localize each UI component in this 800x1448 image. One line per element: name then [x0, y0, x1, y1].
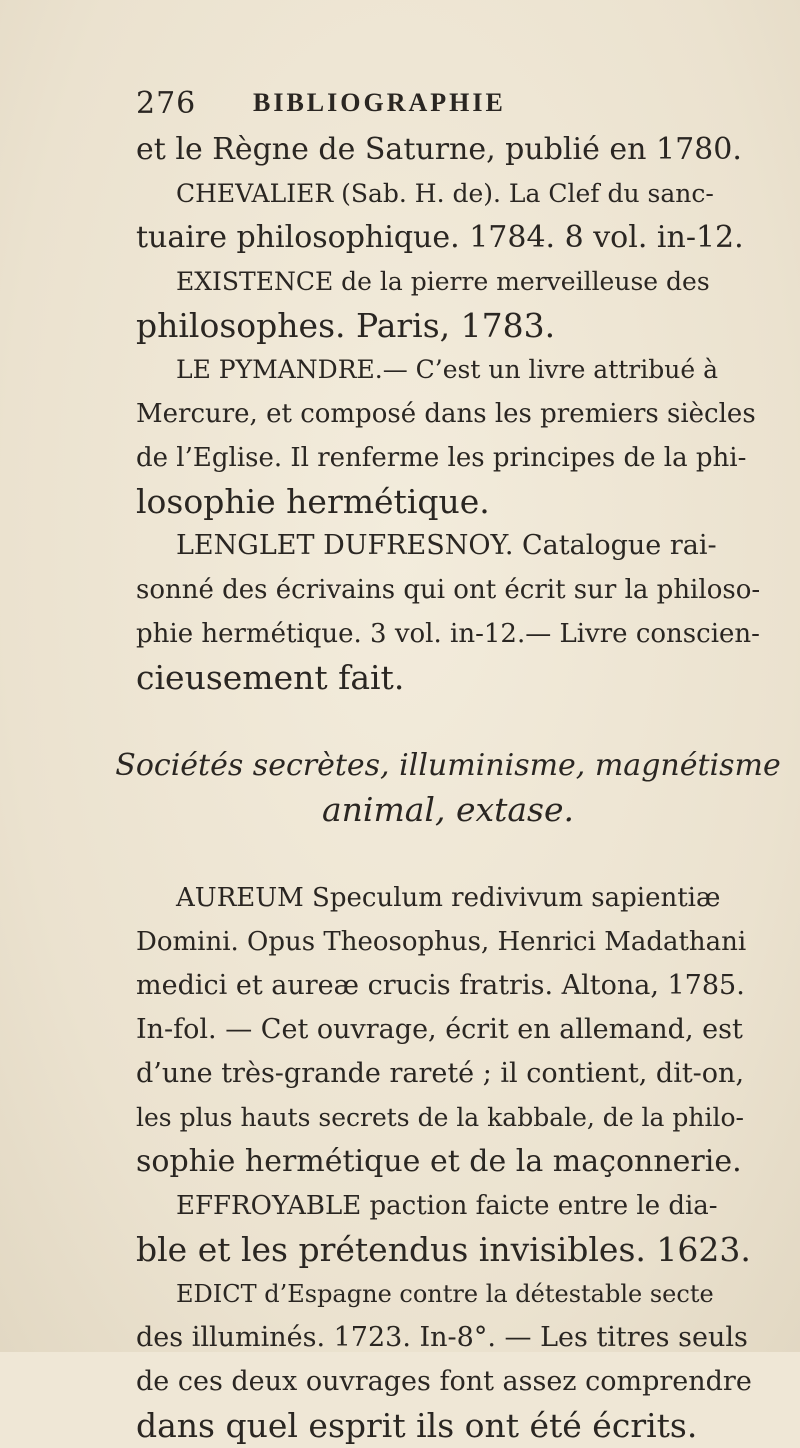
section-gap — [136, 700, 760, 744]
entry-edict: EDICT d’Espagne contre la détestable secte — [176, 1280, 714, 1308]
entry-effroyable: EFFROYABLE paction faicte entre le dia- — [176, 1191, 718, 1221]
entry-pymandre: LE PYMANDRE.— C’est un livre attribué à — [176, 355, 719, 384]
running-head: BIBLIOGRAPHIE — [253, 88, 506, 117]
text-line: sophie hermétique et de la maçonnerie. — [136, 1144, 742, 1179]
section-heading-cont: animal, extase. — [321, 790, 574, 829]
entry-aureum: AUREUM Speculum redivivum sapientiæ — [176, 883, 721, 913]
entry-lenglet: LENGLET DUFRESNOY. Catalogue rai- — [176, 530, 717, 561]
text-line: tuaire philosophique. 1784. 8 vol. in-12. — [136, 220, 744, 255]
section-gap — [136, 832, 760, 876]
text-line: Domini. Opus Theosophus, Henrici Madathani — [136, 927, 747, 957]
text-line: et le Règne de Saturne, publié en 1780. — [136, 132, 742, 167]
text-line: de ces deux ouvrages font assez comprendre — [136, 1366, 752, 1397]
text-line: In-fol. — Cet ouvrage, écrit en allemand, est — [136, 1014, 743, 1045]
entry-existence: EXISTENCE de la pierre merveilleuse des — [176, 267, 710, 296]
text-line: d’une très-grande rareté ; il contient, dit-on, — [136, 1058, 745, 1089]
text-line: ble et les prétendus invisibles. 1623. — [136, 1230, 751, 1269]
text-line: dans quel esprit ils ont été écrits. — [136, 1406, 698, 1445]
text-line: de l’Eglise. Il renferme les principes de la phi- — [136, 443, 747, 473]
text-line: sonné des écrivains qui ont écrit sur la philoso- — [136, 575, 761, 605]
text-line: phie hermétique. 3 vol. in-12.— Livre conscien- — [136, 619, 760, 649]
page-number: 276 — [136, 86, 197, 121]
text-line: Mercure, et composé dans les premiers siècles — [136, 399, 756, 429]
entry-chevalier: CHEVALIER (Sab. H. de). La Clef du sanc- — [176, 179, 714, 208]
text-line: des illuminés. 1723. In-8°. — Les titres seuls — [136, 1322, 748, 1353]
text-line: cieusement fait. — [136, 658, 405, 697]
section-heading: Sociétés secrètes, illuminisme, magnétisme — [115, 748, 781, 783]
page-header — [136, 86, 656, 126]
page-body — [115, 128, 781, 1448]
text-line: les plus hauts secrets de la kabbale, de la philo- — [136, 1103, 744, 1132]
text-line: medici et aureæ crucis fratris. Altona, 1785. — [136, 970, 745, 1001]
text-line: losophie hermétique. — [136, 482, 490, 521]
text-line: philosophes. Paris, 1783. — [136, 306, 556, 345]
